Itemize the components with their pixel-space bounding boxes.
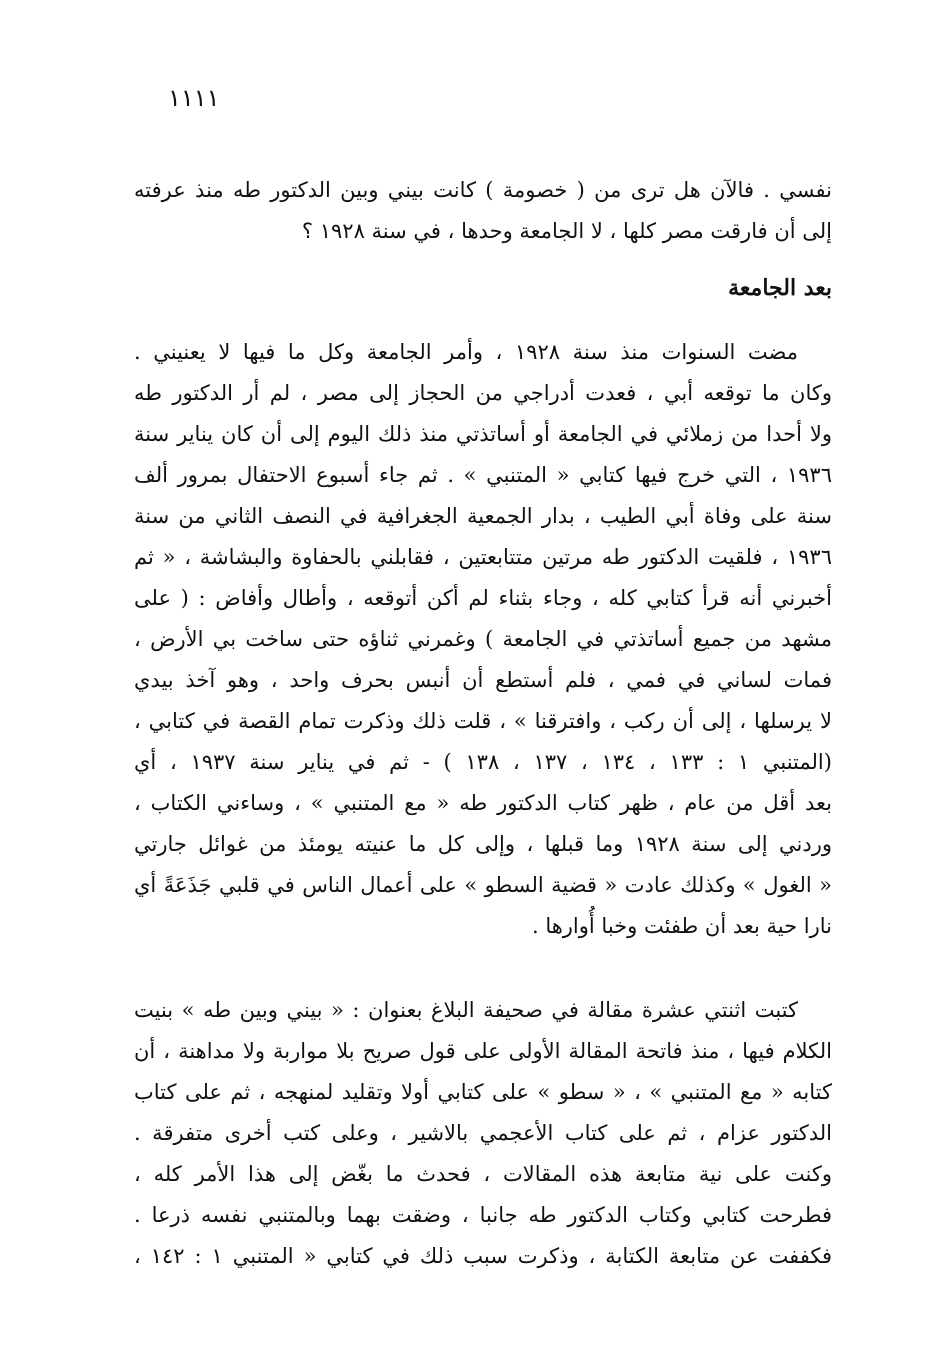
paragraph-line: فمات لساني في فمي ، فلم أستطع أن أنبس بحرف واحد ، وهو آخذ بيدي — [134, 668, 832, 692]
paragraph-line: سنة على وفاة أبي الطيب ، بدار الجمعية الجغرافية في النصف الثاني من سنة — [134, 504, 832, 528]
paragraph-line: مضت السنوات منذ سنة ١٩٢٨ ، وأمر الجامعة وكل ما فيها لا يعنيني . — [134, 340, 798, 364]
paragraph-line: بعد أقل من عام ، ظهر كتاب الدكتور طه « مع المتنبي » ، وساءني الكتاب ، — [134, 791, 832, 815]
intro-line: نفسي . فالآن هل ترى من ( خصومة ) كانت بيني وبين الدكتور طه منذ عرفته — [134, 178, 832, 202]
paragraph-line: ١٩٣٦ ، فلقيت الدكتور طه مرتين متتابعتين ، فقابلني بالحفاوة والبشاشة ، « ثم — [134, 545, 832, 569]
paragraph-line: نارا حية بعد أن طفئت وخبا أُوارها . — [531, 914, 832, 938]
paragraph-line: كتابه « مع المتنبي » ، « سطو » على كتابي أولا وتقليد لمنهجه ، ثم على كتاب — [134, 1080, 832, 1104]
paragraph-line: وردني إلى سنة ١٩٢٨ وما قبلها ، وإلى كل ما عنيته يومئذ من غوائل جارتي — [134, 832, 832, 856]
paragraph-2 — [134, 990, 832, 1277]
paragraph-line: لا يرسلها ، إلى أن ركب ، وافترقنا » ، قلت ذلك وذكرت تمام القصة في كتابي ، — [134, 709, 832, 733]
page-number: ١١١١ — [168, 84, 220, 112]
paragraph-line: فطرحت كتابي وكتاب الدكتور طه جانبا ، وضقت بهما وبالمتنبي نفسه ذرعا . — [134, 1203, 832, 1227]
paragraph-line: وكنت على نية متابعة هذه المقالات ، فحدث ما بغّض إلى هذا الأمر كله ، — [134, 1162, 832, 1186]
paragraph-line: كتبت اثنتي عشرة مقالة في صحيفة البلاغ بعنوان : « بيني وبين طه » بنيت — [134, 998, 798, 1022]
paragraph-1 — [134, 332, 832, 947]
paragraph-line: (المتنبي ١ : ١٣٣ ، ١٣٤ ، ١٣٧ ، ١٣٨ ) - ثم في يناير سنة ١٩٣٧ ، أي — [134, 750, 832, 774]
intro-line: إلى أن فارقت مصر كلها ، لا الجامعة وحدها ، في سنة ١٩٢٨ ؟ — [301, 219, 832, 243]
paragraph-line: مشهد من جميع أساتذتي في الجامعة ) وغمرني ثناؤه حتى ساخت بي الأرض ، — [134, 627, 832, 651]
paragraph-line: أخبرني أنه قرأ كتابي كله ، وجاء بثناء لم أكن أتوقعه ، وأطال وأفاض : ( على — [134, 586, 832, 610]
paragraph-line: وكان ما توقعه أبي ، فعدت أدراجي من الحجاز إلى مصر ، لم أر الدكتور طه — [134, 381, 832, 405]
paragraph-line: ١٩٣٦ ، التي خرج فيها كتابي « المتنبي » . ثم جاء أسبوع الاحتفال بمرور ألف — [134, 463, 832, 487]
paragraph-line: « الغول » وكذلك عادت « قضية السطو » على أعمال الناس في قلبي جَذَعَةً أي — [134, 873, 832, 897]
paragraph-line: الكلام فيها ، منذ فاتحة المقالة الأولى على قول صريح بلا مواربة ولا مداهنة ، أن — [134, 1039, 832, 1063]
intro-paragraph — [134, 170, 832, 252]
paragraph-line: فكففت عن متابعة الكتابة ، وذكرت سبب ذلك في كتابي « المتنبي ١ : ١٤٢ ، — [134, 1244, 832, 1268]
paragraph-line: الدكتور عزام ، ثم على كتاب الأعجمي بالاشير ، وعلى كتب أخرى متفرقة . — [134, 1121, 832, 1145]
section-heading: بعد الجامعة — [728, 275, 832, 301]
paragraph-line: ولا أحدا من زملائي في الجامعة أو أساتذتي منذ ذلك اليوم إلى أن كان يناير سنة — [134, 422, 832, 446]
